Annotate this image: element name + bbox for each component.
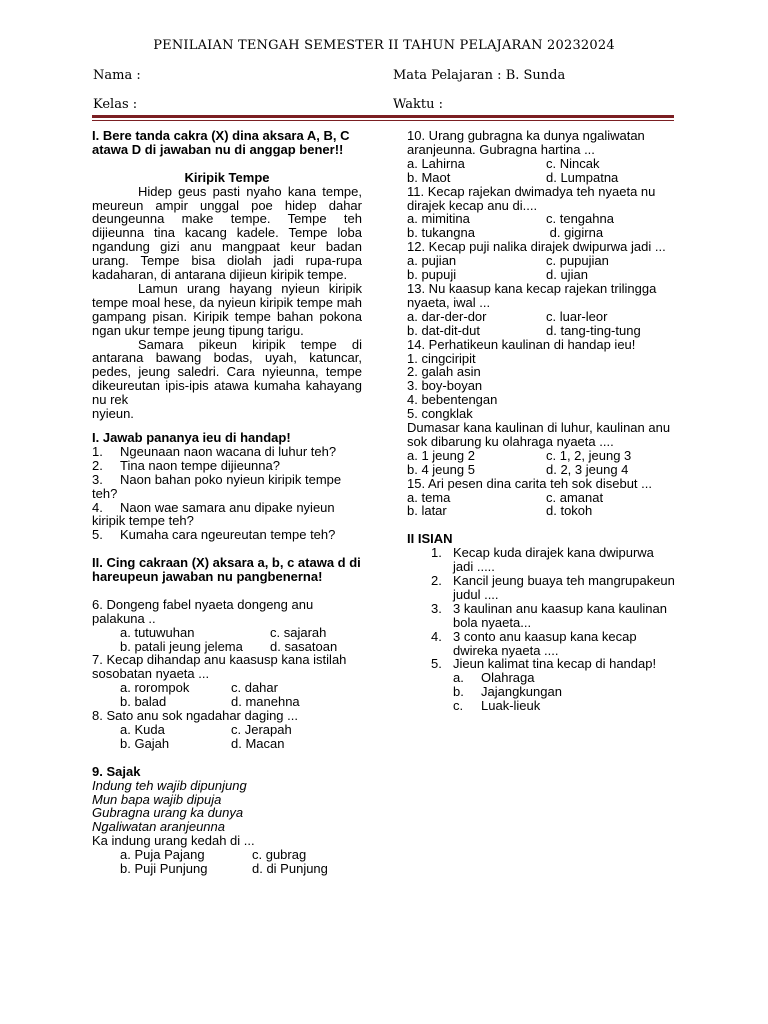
item-text: Kumaha cara ngeureutan tempe teh? (120, 527, 336, 543)
item-text: Luak-lieuk (481, 698, 541, 714)
list-item (407, 546, 675, 574)
nama-field: Nama : (93, 68, 141, 83)
option-d: d. manehna (231, 694, 300, 710)
item-text: Jieun kalimat tina kecap di handap! (453, 656, 657, 672)
question-11-options-row-1 (407, 212, 675, 226)
list-item (92, 445, 362, 459)
poem-line: Ngaliwatan aranjeunna (92, 819, 225, 835)
list-item (407, 699, 675, 713)
option-c: c. gubrag (252, 847, 307, 863)
option-c: c. tengahna (546, 211, 614, 227)
option-d: d. Macan (231, 735, 285, 751)
option-d: d. 2, 3 jeung 4 (546, 461, 629, 477)
instruction-2: I. Jawab pananya ieu di handap! (92, 430, 291, 446)
item-number: 1. (92, 443, 103, 459)
game-list-item: 5. congklak (407, 406, 473, 422)
option-d: d. Lumpatna (546, 169, 619, 185)
item-number: 3. (431, 600, 442, 616)
header-rule-thin (92, 120, 674, 121)
question-6-options-row-2 (92, 640, 362, 654)
question-12-options-row-1 (407, 254, 675, 268)
question-9: 9. Sajak (92, 763, 141, 779)
list-item (407, 630, 675, 658)
option-c: c. 1, 2, jeung 3 (546, 447, 632, 463)
item-number: 4. (431, 628, 442, 644)
option-b: b. pupuji (407, 267, 457, 283)
question-10-options-row-2 (407, 171, 675, 185)
question-6-options-row-1 (92, 626, 362, 640)
poem-line: Indung teh wajib dipunjung (92, 777, 247, 793)
option-b: b. latar (407, 503, 447, 519)
option-c: c. sajarah (270, 624, 327, 640)
question-14-options-row-1 (407, 449, 675, 463)
header-rule-thick (92, 115, 674, 118)
item-letter: c. (453, 698, 464, 714)
item-number: 3. (92, 471, 103, 487)
question-7-options-row-2 (92, 695, 362, 709)
list-item (92, 501, 362, 529)
question-13-options-row-1 (407, 310, 675, 324)
option-d: d. gigirna (546, 225, 604, 241)
question-10-options-row-1 (407, 157, 675, 171)
kelas-field: Kelas : (93, 97, 138, 112)
option-d: d. tokoh (546, 503, 593, 519)
question-15: 15. Ari pesen dina carita teh sok disebut ... (407, 475, 652, 491)
option-a: a. tema (407, 489, 451, 505)
item-text: Kancil jeung buaya teh mangrupakeun judul .... (453, 572, 675, 602)
game-list-item: 3. boy-boyan (407, 378, 483, 394)
item-number: 5. (431, 656, 442, 672)
story-title: Kiripik Tempe (184, 169, 270, 185)
option-a: a. dar-der-dor (407, 308, 487, 324)
question-8-options-row-2 (92, 737, 362, 751)
poem-line: Mun bapa wajib dipuja (92, 791, 222, 807)
question-9-options-row-2 (92, 862, 362, 876)
item-text: Kecap kuda dirajek kana dwipurwa jadi ..... (453, 545, 654, 575)
option-b: b. dat-dit-dut (407, 322, 480, 338)
list-item (407, 657, 675, 671)
question-6: 6. Dongeng fabel nyaeta dongeng anu palakuna .. (92, 596, 314, 626)
item-number: 2. (431, 572, 442, 588)
story-paragraph-3: Samara pikeun kiripik tempe di antarana bawang bodas, uyah, katuncar, pedes, jeung saledri. Cara nyieunna, tempe dikeureutan ipis-ipis atawa kumaha kahayang nu rek (92, 336, 362, 408)
option-b: b. Puji Punjung (120, 861, 208, 877)
option-c: c. luar-leor (546, 308, 608, 324)
game-list-item: 4. bebentengan (407, 392, 498, 408)
item-text: 3 kaulinan anu kaasup kana kaulinan bola nyaeta... (453, 600, 667, 630)
question-13-options-row-2 (407, 324, 675, 338)
question-14: 14. Perhatikeun kaulinan di handap ieu! (407, 336, 636, 352)
list-item (407, 574, 675, 602)
item-text: Ngeunaan naon wacana di luhur teh? (120, 443, 337, 459)
question-7: 7. Kecap dihandap anu kaasusp kana istilah sosobatan nyaeta ... (92, 652, 347, 682)
item-text: Jajangkungan (481, 684, 562, 700)
list-item (407, 671, 675, 685)
item-text: Naon wae samara anu dipake nyieun kiripik tempe teh? (92, 499, 335, 529)
question-14-text: Dumasar kana kaulinan di luhur, kaulinan anu sok dibarung ku olahraga nyaeta .... (407, 420, 671, 449)
item-text: Naon bahan poko nyieun kiripik tempe teh? (92, 471, 342, 501)
option-c: c. Jerapah (231, 722, 292, 738)
option-c: c. dahar (231, 680, 278, 696)
story-paragraph-2: Lamun urang hayang nyieun kiripik tempe moal hese, da nyieun kiripik tempe mah gampang pisan. Kiripik tempe bahan pokona ngan ukur tempe jeung tipung tarigu. (92, 280, 362, 338)
option-a: a. 1 jeung 2 (407, 447, 475, 463)
question-9-text: Ka indung urang kedah di ... (92, 833, 255, 849)
option-b: b. 4 jeung 5 (407, 461, 475, 477)
question-8-options-row-1 (92, 723, 362, 737)
question-7-options-row-1 (92, 681, 362, 695)
option-a: a. Puja Pajang (120, 847, 205, 863)
game-list-item: 1. cingciripit (407, 350, 476, 366)
page-title: PENILAIAN TENGAH SEMESTER II TAHUN PELAJARAN 20232024 (153, 38, 615, 53)
question-12-options-row-2 (407, 268, 675, 282)
right-column (407, 129, 675, 713)
option-a: a. rorompok (120, 680, 190, 696)
item-letter: b. (453, 684, 464, 700)
story-paragraph-1: Hidep geus pasti nyaho kana tempe, meureun ampir unggal poe hidep dahar deungeunna make tempe. Tempe teh dijieunna tina kacang kadele. Tempe loba ngandung gizi anu mangpaat keur badan urang. Tempe bisa diolah jadi rupa-rupa kadaharan, di antarana dijieun kiripik tempe. (92, 183, 362, 283)
item-letter: a. (453, 670, 464, 686)
isian-title: II ISIAN (407, 531, 453, 547)
item-number: 4. (92, 499, 103, 515)
item-text: 3 conto anu kaasup kana kecap dwireka nyaeta .... (453, 628, 637, 658)
list-item (407, 602, 675, 630)
option-d: d. tang-ting-tung (546, 322, 641, 338)
option-b: b. balad (120, 694, 167, 710)
list-item (92, 459, 362, 473)
question-12: 12. Kecap puji nalika dirajek dwipurwa jadi ... (407, 239, 666, 255)
option-b: b. Maot (407, 169, 451, 185)
option-c: c. Nincak (546, 155, 600, 171)
option-b: b. Gajah (120, 735, 170, 751)
question-15-options-row-1 (407, 491, 675, 505)
option-a: a. tutuwuhan (120, 624, 195, 640)
instruction-3: II. Cing cakraan (X) aksara a, b, c atawa d di hareupeun jawaban nu pangbenerna! (92, 555, 361, 585)
question-14-options-row-2 (407, 463, 675, 477)
waktu-field: Waktu : (393, 97, 443, 112)
instruction-1: I. Bere tanda cakra (X) dina aksara A, B, C atawa D di jawaban nu di anggap bener!! (92, 128, 350, 157)
item-text: Tina naon tempe dijieunna? (120, 457, 280, 473)
question-10: 10. Urang gubragna ka dunya ngaliwatan aranjeunna. Gubragna hartina ... (407, 128, 645, 157)
option-a: a. pujian (407, 253, 457, 269)
question-9-options-row-1 (92, 848, 362, 862)
option-d: d. sasatoan (270, 638, 338, 654)
question-8: 8. Sato anu sok ngadahar daging ... (92, 708, 298, 724)
option-a: a. mimitina (407, 211, 470, 227)
option-a: a. Kuda (120, 722, 165, 738)
option-d: d. ujian (546, 267, 588, 283)
option-c: c. pupujian (546, 253, 609, 269)
option-b: b. tukangna (407, 225, 475, 241)
option-a: a. Lahirna (407, 155, 465, 171)
option-d: d. di Punjung (252, 861, 328, 877)
option-c: c. amanat (546, 489, 604, 505)
story-paragraph-3-end: nyieun. (92, 406, 134, 422)
poem-line: Gubragna urang ka dunya (92, 805, 244, 821)
item-number: 5. (92, 527, 103, 543)
list-item (92, 528, 362, 542)
question-11-options-row-2 (407, 226, 675, 240)
game-list-item: 2. galah asin (407, 364, 481, 380)
list-item (92, 473, 362, 501)
item-number: 2. (92, 457, 103, 473)
option-b: b. patali jeung jelema (120, 638, 243, 654)
item-text: Olahraga (481, 670, 535, 686)
left-column (92, 129, 362, 876)
question-13: 13. Nu kaasup kana kecap rajekan trilingga nyaeta, iwal ... (407, 280, 657, 310)
item-number: 1. (431, 545, 442, 561)
question-11: 11. Kecap rajekan dwimadya teh nyaeta nu dirajek kecap anu di.... (407, 183, 656, 213)
mata-pelajaran-field: Mata Pelajaran : B. Sunda (393, 68, 566, 83)
list-item (407, 685, 675, 699)
question-15-options-row-2 (407, 504, 675, 518)
